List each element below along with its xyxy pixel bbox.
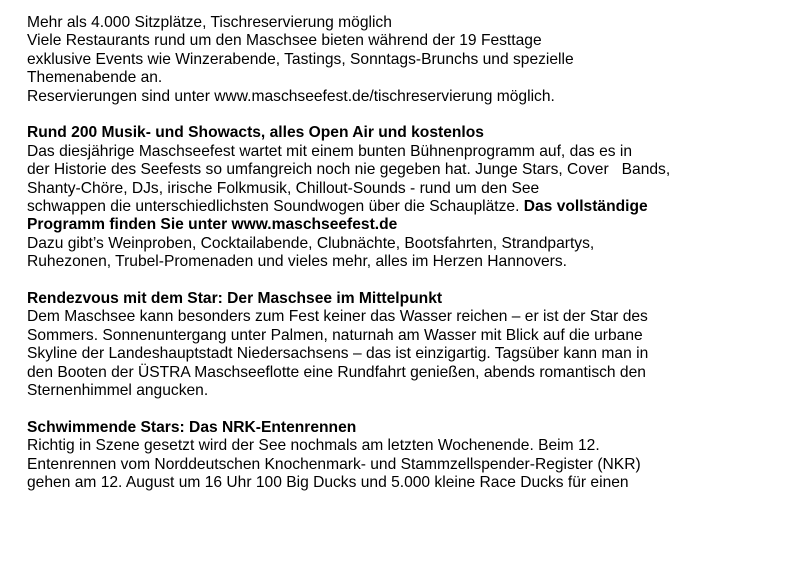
section-duck-race (27, 419, 777, 493)
text-plain: schwappen die unterschiedlichsten Soundwogen über die Schauplätze. (27, 198, 524, 216)
text-line: Shanty-Chöre, DJs, irische Folkmusik, Chillout-Sounds - rund um den See (27, 179, 540, 197)
text-line: Viele Restaurants rund um den Maschsee bieten während der 19 Festtage (27, 32, 542, 50)
text-line: Richtig in Szene gesetzt wird der See nochmals am letzten Wochenende. Beim 12. (27, 437, 600, 455)
text-line: Themenabende an. (27, 69, 163, 87)
section-music-acts (27, 124, 777, 271)
text-line: Dem Maschsee kann besonders zum Fest keiner das Wasser reichen – er ist der Star des (27, 308, 648, 326)
text-line: den Booten der ÜSTRA Maschseeflotte eine Rundfahrt genießen, abends romantisch den (27, 363, 646, 381)
document-page (27, 14, 777, 511)
section-seating (27, 14, 777, 106)
text-line: Reservierungen sind unter www.maschseefest.de/tischreservierung möglich. (27, 87, 555, 105)
text-line: der Historie des Seefests so umfangreich noch nie gegeben hat. Junge Stars, Cover Bands, (27, 161, 671, 179)
paragraph-music-acts (27, 143, 777, 272)
text-line: Entenrennen vom Norddeutschen Knochenmark- und Stammzellspender-Register (NKR) (27, 455, 641, 473)
text-line: gehen am 12. August um 16 Uhr 100 Big Ducks und 5.000 kleine Race Ducks für einen (27, 474, 629, 492)
text-line: Das diesjährige Maschseefest wartet mit einem bunten Bühnenprogramm auf, das es in (27, 142, 633, 160)
section-heading: Schwimmende Stars: Das NRK-Entenrennen (27, 418, 357, 436)
paragraph-seating (27, 14, 777, 106)
paragraph-rendezvous (27, 308, 777, 400)
text-line-mixed (27, 198, 777, 216)
text-line: exklusive Events wie Winzerabende, Tastings, Sonntags-Brunchs und spezielle (27, 50, 574, 68)
text-line: Sommers. Sonnenuntergang unter Palmen, naturnah am Wasser mit Blick auf die urbane (27, 326, 643, 344)
paragraph-duck-race (27, 437, 777, 492)
text-line: Dazu gibt’s Weinproben, Cocktailabende, Clubnächte, Bootsfahrten, Strandpartys, (27, 234, 595, 252)
section-rendezvous (27, 290, 777, 400)
text-bold: Das vollständige (523, 198, 648, 216)
text-line-bold: Programm finden Sie unter www.maschseefest.de (27, 216, 398, 234)
section-heading: Rendezvous mit dem Star: Der Maschsee im Mittelpunkt (27, 290, 443, 308)
text-line: Ruhezonen, Trubel-Promenaden und vieles mehr, alles im Herzen Hannovers. (27, 253, 568, 271)
text-line: Sternenhimmel angucken. (27, 382, 209, 400)
section-heading: Rund 200 Musik- und Showacts, alles Open Air und kostenlos (27, 124, 484, 142)
text-line: Skyline der Landeshauptstadt Niedersachsens – das ist einzigartig. Tagsüber kann man in (27, 345, 649, 363)
text-line: Mehr als 4.000 Sitzplätze, Tischreservierung möglich (27, 14, 392, 31)
